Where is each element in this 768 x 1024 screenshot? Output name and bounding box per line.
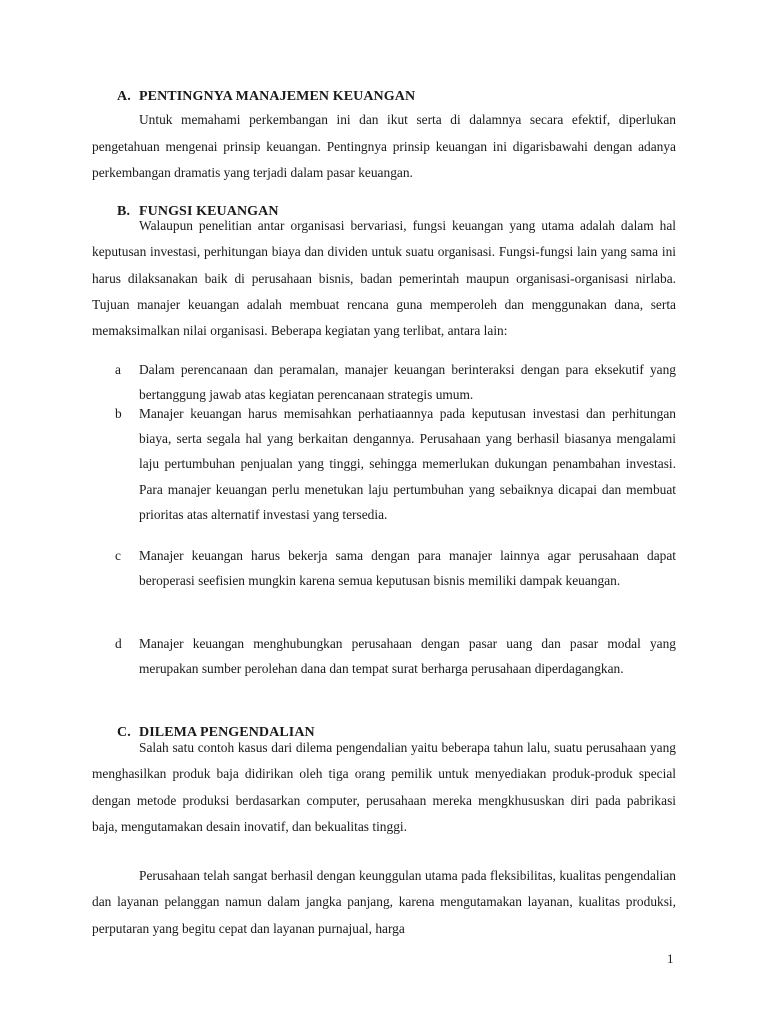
- section-a-paragraph-1: Untuk memahami perkembangan ini dan ikut serta di dalamnya secara efektif, diperlukan pengetahuan mengenai prinsip keuangan. Pentingnya prinsip keuangan ini digarisbawahi dengan adanya perkembangan dramatis yang terjadi dalam pasar keuangan.: [92, 112, 676, 180]
- section-b-title: FUNGSI KEUANGAN: [139, 204, 279, 219]
- list-item-text: Dalam perencanaan dan peramalan, manajer keuangan berinteraksi dengan para eksekutif yang bertanggung jawab atas kegiatan perencanaan strategis umum.: [139, 362, 676, 403]
- section-c-letter: C.: [117, 725, 131, 740]
- section-b-paragraph-1: Walaupun penelitian antar organisasi bervariasi, fungsi keuangan yang utama adalah dalam hal keputusan investasi, perhitungan biaya dan dividen untuk suatu organisasi. Fungsi-fungsi lain yang sama ini harus dilaksanakan baik di perusahaan bisnis, badan pemerintah maupun organisasi-organisasi nirlaba. Tujuan manajer keuangan adalah membuat rencana guna memperoleh dan menggunakan dana, serta memaksimalkan nilai organisasi. Beberapa kegiatan yang terlibat, antara lain:: [92, 218, 676, 339]
- list-item-marker: b: [115, 406, 122, 421]
- list-item-marker: c: [115, 548, 121, 563]
- section-a-title: PENTINGNYA MANAJEMEN KEUANGAN: [139, 89, 416, 104]
- section-b-letter: B.: [117, 204, 131, 219]
- section-a-heading: [117, 88, 415, 106]
- list-item-marker: a: [115, 362, 121, 377]
- list-item-text: Manajer keuangan harus bekerja sama dengan para manajer lainnya agar perusahaan dapat beroperasi seefisien mungkin karena semua keputusan bisnis memiliki dampak keuangan.: [139, 548, 676, 589]
- page-number: 1: [667, 951, 674, 966]
- section-a-letter: A.: [117, 89, 131, 104]
- section-c-paragraph-1: Salah satu contoh kasus dari dilema pengendalian yaitu beberapa tahun lalu, suatu perusahaan yang menghasilkan produk baja didirikan oleh tiga orang pemilik untuk menyediakan produk-produk special dengan metode produksi berdasarkan computer, perusahaan mereka mengkhususkan diri pada pabrikasi baja, mengutamakan desain inovatif, dan bekualitas tinggi.: [92, 740, 676, 834]
- list-item-marker: d: [115, 636, 122, 651]
- section-c-title: DILEMA PENGENDALIAN: [139, 725, 315, 740]
- list-item-text: Manajer keuangan harus memisahkan perhatiaannya pada keputusan investasi dan perhitungan biaya, serta segala hal yang berkaitan dengannya. Perusahaan yang berhasil biasanya mengalami laju pertumbuhan penjualan yang tinggi, sehingga memerlukan dukungan penambahan investasi. Para manajer keuangan perlu menetukan laju pertumbuhan yang sebaiknya dicapai dan membuat prioritas atas alternatif investasi yang tersedia.: [139, 406, 676, 522]
- list-item-text: Manajer keuangan menghubungkan perusahaan dengan pasar uang dan pasar modal yang merupakan sumber perolehan dana dan tempat surat berharga perusahaan diperdagangkan.: [139, 636, 676, 677]
- section-c-paragraph-2: Perusahaan telah sangat berhasil dengan keunggulan utama pada fleksibilitas, kualitas pengendalian dan layanan pelanggan namun dalam jangka panjang, karena mengutamakan layanan, kualitas produksi, perputaran yang begitu cepat dan layanan purnajual, harga: [92, 868, 676, 936]
